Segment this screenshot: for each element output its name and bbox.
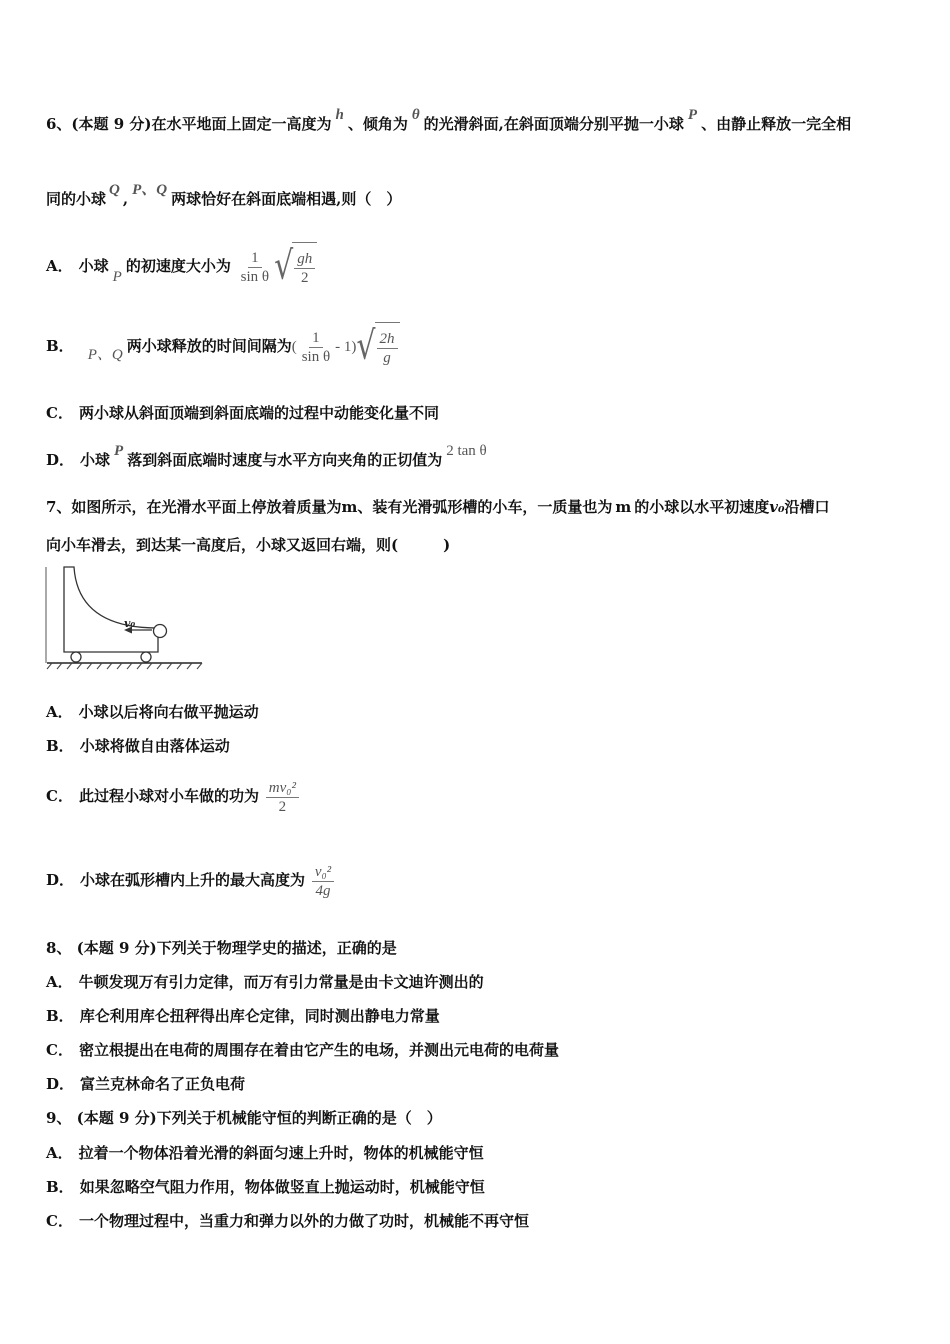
q6-option-d: D． 小球 P 落到斜面底端时速度与水平方向夹角的正切值为 2 tan θ xyxy=(46,443,487,469)
q7-c-fraction: $\frac{\text{mv₀²}}{2}$ xyxy=(266,779,299,816)
q9-stem: 9、 (本题 9 分)下列关于机械能守恒的判断正确的是（ ） xyxy=(46,1109,442,1127)
q9-option-b: B． 如果忽略空气阻力作用，物体做竖直上抛运动时，机械能守恒 xyxy=(46,1178,485,1196)
v0-label: v₀ xyxy=(124,617,136,630)
q8-option-a: A． 牛顿发现万有引力定律，而万有引力常量是由卡文迪许测出的 xyxy=(46,973,484,991)
q7-stem-line2: 向小车滑去，到达某一高度后，小球又返回右端，则( ) xyxy=(46,536,451,554)
q7-d-fraction: $\frac{\text{v₀²}}{4g}$ xyxy=(312,863,334,900)
q7-option-c: C． 此过程小球对小车做的功为 $\frac{\text{mv₀²}}{2}$ xyxy=(46,770,301,822)
q6-option-b: B． P、Q 两小球释放的时间间隔为( $\frac{1}{\text{sin θ}}$ - 1) √ $\frac{2h}{g}$ xyxy=(46,322,400,372)
right-wheel xyxy=(141,652,151,662)
ball xyxy=(154,625,167,638)
q8-option-d: D． 富兰克林命名了正负电荷 xyxy=(46,1075,246,1093)
q7-stem-line1: 7、如图所示，在光滑水平面上停放着质量为m、装有光滑弧形槽的小车，一质量也为 m 的小球以水平初速度v₀沿槽口 xyxy=(46,498,830,516)
cart-body xyxy=(64,567,158,652)
var-pq: P、Q xyxy=(132,182,168,198)
q9-option-c: C． 一个物理过程中，当重力和弹力以外的力做了功时，机械能不再守恒 xyxy=(46,1212,529,1230)
var-q: Q xyxy=(109,182,120,198)
q8-option-b: B． 库仑利用库仑扭秤得出库仑定律，同时测出静电力常量 xyxy=(46,1007,440,1025)
left-wheel xyxy=(71,652,81,662)
q6-option-a: A． 小球P的初速度大小为 $\frac{1}{\text{sin θ}}$ √ $\frac{gh}{2}$ xyxy=(46,242,317,292)
q6-b-sqrt: √ $\frac{2h}{g}$ xyxy=(356,322,399,372)
q6-stem-line2: 同的小球 Q , P、Q 两球恰好在斜面底端相遇,则（ ） xyxy=(46,182,402,208)
q6-stem-line1: 6、(本题 9 分)在水平地面上固定一高度为 h 、倾角为 θ 的光滑斜面,在斜面顶端分别平抛一小球 P 、由静止释放一完全相 xyxy=(46,107,852,133)
cart-diagram xyxy=(44,564,209,672)
q6-b-fraction: $\frac{1}{\text{sin θ}}$ xyxy=(301,329,331,365)
q7-option-a: A． 小球以后将向右做平抛运动 xyxy=(46,703,259,721)
q6-option-c: C． 两小球从斜面顶端到斜面底端的过程中动能变化量不同 xyxy=(46,404,439,422)
var-p: P xyxy=(687,107,698,123)
q6-a-fraction: $\frac{1}{\text{sin θ}}$ xyxy=(240,249,270,285)
q6-a-sqrt: √ $\frac{gh}{2}$ xyxy=(274,242,317,292)
q9-option-a: A． 拉着一个物体沿着光滑的斜面匀速上升时，物体的机械能守恒 xyxy=(46,1144,484,1162)
q8-option-c: C． 密立根提出在电荷的周围存在着由它产生的电场，并测出元电荷的电荷量 xyxy=(46,1041,559,1059)
var-theta: θ xyxy=(411,107,420,123)
q6-d-expr: 2 tan θ xyxy=(446,443,487,459)
q7-option-d: D． 小球在弧形槽内上升的最大高度为 $\frac{\text{v₀²}}{4g}$ xyxy=(46,854,336,906)
var-h: h xyxy=(335,107,344,123)
q8-stem: 8、 (本题 9 分)下列关于物理学史的描述，正确的是 xyxy=(46,939,397,957)
q7-option-b: B． 小球将做自由落体运动 xyxy=(46,737,230,755)
ground-hatching xyxy=(47,663,202,669)
